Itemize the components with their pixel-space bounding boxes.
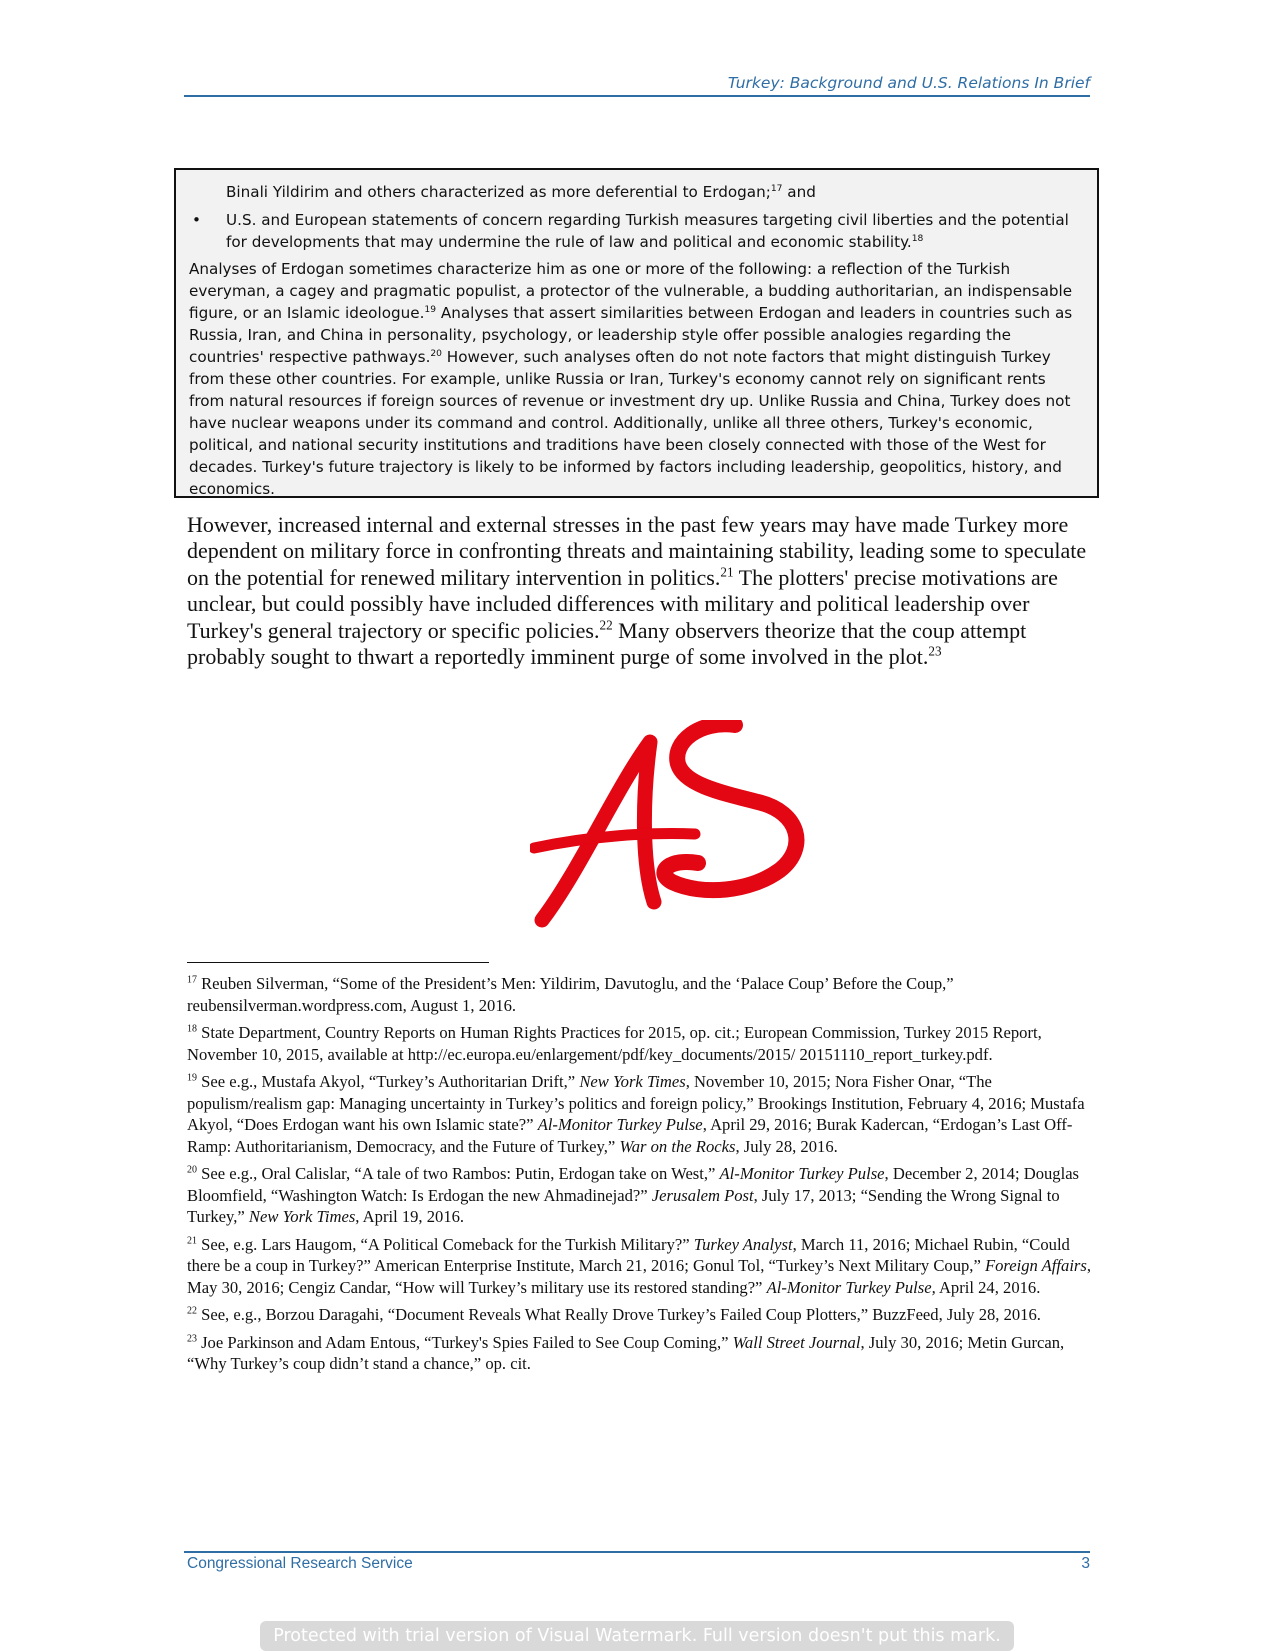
footnote-number: 22 <box>187 1305 197 1317</box>
footnote-text: , March 11, 2016; Michael Rubin, “Could there be a coup in Turkey?” American Enterprise Institute, March 21, 2016; Gonul Tol, “Turkey’s Next Military Coup,” <box>187 1234 1070 1275</box>
sidebar-box <box>174 168 1099 498</box>
body-paragraph <box>187 512 1093 670</box>
footnote-number: 17 <box>187 974 197 986</box>
publication-title: Al-Monitor Turkey Pulse <box>719 1164 885 1183</box>
footnote-20 <box>187 1163 1093 1228</box>
footnotes-section <box>187 973 1093 1381</box>
footnote-ref[interactable]: 18 <box>911 233 924 244</box>
page-number: 3 <box>1081 1555 1090 1572</box>
paragraph-text: However, increased internal and external stresses in the past few years may have made Turkey more dependent on military force in confronting threats and maintaining stability, leading some to speculate on the potential for renewed military intervention in politics. <box>187 512 1087 590</box>
paragraph-text: Many observers theorize that the coup attempt probably sought to thwart a reportedly imminent purge of some involved in the plot. <box>187 617 1027 670</box>
footnote-21 <box>187 1234 1093 1299</box>
running-header-title: Turkey: Background and U.S. Relations In Brief <box>727 74 1090 92</box>
continued-list-item <box>189 181 1083 203</box>
footnote-number: 19 <box>187 1072 197 1084</box>
footnote-text: , July 17, 2013; “Sending the Wrong Signal to Turkey,” <box>187 1185 1060 1226</box>
header-rule <box>184 95 1090 97</box>
footer-rule <box>184 1551 1090 1553</box>
footnote-ref[interactable]: 22 <box>599 617 613 633</box>
paragraph-text: However, such analyses often do not note factors that might distinguish Turkey from these other countries. For example, unlike Russia or Iran, Turkey's economy cannot rely on significant rents from natural resources if foreign sources of revenue or investment dry up. Unlike Russia and China, Turkey does not have nuclear weapons under its command and control. Additionally, unlike all three others, Turkey's economic, political, and national security institutions and traditions have been closely connected with those of the West for decades. Turkey's future trajectory is likely to be informed by factors including leadership, geopolitics, history, and economics. <box>189 348 1071 498</box>
publication-title: New York Times <box>248 1207 356 1226</box>
footer-organization: Congressional Research Service <box>187 1555 413 1572</box>
publication-title: Turkey Analyst <box>693 1234 793 1254</box>
footnote-17 <box>187 973 1093 1016</box>
footnote-text: Joe Parkinson and Adam Entous, “Turkey's Spies Failed to See Coup Coming,” <box>196 1332 733 1352</box>
bullet-icon: • <box>192 211 201 229</box>
footnote-text: , July 30, 2016; Metin Gurcan, “Why Turkey’s coup didn’t stand a chance,” op. cit. <box>187 1332 1065 1373</box>
footnote-23 <box>187 1332 1093 1375</box>
as-signature-logo <box>530 720 830 950</box>
footnote-text: , November 10, 2015; Nora Fisher Onar, “The populism/realism gap: Managing uncertainty in Turkey’s politics and foreign policy,” Brookings Institution, February 4, 2016; Mustafa Akyol, “Does Erdogan want his own Islamic state?” <box>187 1072 1085 1134</box>
trial-watermark-banner: Protected with trial version of Visual Watermark. Full version doesn't put this mark. <box>260 1621 1014 1651</box>
footnote-text: , May 30, 2016; Cengiz Candar, “How will Turkey’s military use its restored standing?” <box>187 1256 1091 1297</box>
footnote-text: See e.g., Mustafa Akyol, “Turkey’s Authoritarian Drift,” <box>196 1072 580 1091</box>
list-item-tail: and <box>782 183 816 201</box>
footnote-text: See, e.g. Lars Haugom, “A Political Comeback for the Turkish Military?” <box>196 1234 694 1254</box>
bullet-list-item <box>189 209 1083 253</box>
footnote-text: , April 19, 2016. <box>355 1207 465 1226</box>
footnote-separator <box>187 962 489 963</box>
publication-title: War on the Rocks <box>619 1136 736 1156</box>
footnote-ref[interactable]: 21 <box>720 564 734 580</box>
publication-title: New York Times <box>579 1072 686 1091</box>
footnote-ref[interactable]: 19 <box>424 304 437 315</box>
publication-title: Al-Monitor Turkey Pulse, <box>766 1277 936 1297</box>
footnote-text: See, e.g., Borzou Daragahi, “Document Reveals What Really Drove Turkey’s Failed Coup Plotters,” BuzzFeed, July 28, 2016. <box>196 1305 1041 1324</box>
paragraph-text: Analyses of Erdogan sometimes characterize him as one or more of the following: a reflection of the Turkish everyman, a cagey and pragmatic populist, a protector of the vulnerable, a budding authoritarian, an indispensable figure, or an Islamic ideologue. <box>189 260 1073 322</box>
footnote-text: State Department, Country Reports on Human Rights Practices for 2015, op. cit.; European Commission, Turkey 2015 Report, November 10, 2015, available at http://ec.europa.eu/enlargement/pdf/key_documents/2015/ 20151110_report_turkey.pdf. <box>187 1023 1042 1064</box>
footnote-19 <box>187 1071 1093 1157</box>
list-item-text: U.S. and European statements of concern regarding Turkish measures targeting civil liberties and the potential for developments that may undermine the rule of law and political and economic stability. <box>226 211 1069 251</box>
footnote-number: 23 <box>187 1332 197 1344</box>
footnote-text: , July 28, 2016. <box>735 1136 838 1156</box>
footnote-number: 18 <box>187 1023 197 1035</box>
publication-title: Jerusalem Post <box>651 1185 754 1205</box>
publication-title: Al-Monitor Turkey Pulse <box>537 1115 703 1134</box>
paragraph-text: The plotters' precise motivations are unclear, but could possibly have included differences with military and political leadership over Turkey's general trajectory or specific policies. <box>187 564 1058 643</box>
footnote-number: 21 <box>187 1234 197 1246</box>
list-item-text: Binali Yildirim and others characterized as more deferential to Erdogan; <box>226 183 771 201</box>
publication-title: Wall Street Journal <box>732 1332 861 1352</box>
footnote-ref[interactable]: 23 <box>928 643 942 659</box>
footnote-text: April 24, 2016. <box>935 1277 1041 1297</box>
footnote-22 <box>187 1304 1093 1326</box>
footnote-ref[interactable]: 20 <box>430 348 442 359</box>
footnote-text: , December 2, 2014; Douglas Bloomfield, “Washington Watch: Is Erdogan the new Ahmadinejad?” <box>187 1164 1080 1205</box>
publication-title: Foreign Affairs <box>984 1256 1087 1275</box>
footnote-18 <box>187 1022 1093 1065</box>
footnote-text: Reuben Silverman, “Some of the President’s Men: Yildirim, Davutoglu, and the ‘Palace Coup’ Before the Coup,” reubensilverman.wordpress.com, August 1, 2016. <box>187 974 954 1015</box>
footnote-text: , April 29, 2016; Burak Kadercan, “Erdogan’s Last Off-Ramp: Authoritarianism, Democracy, and the Future of Turkey,” <box>187 1115 1073 1156</box>
footnote-text: See e.g., Oral Calislar, “A tale of two Rambos: Putin, Erdogan take on West,” <box>196 1164 720 1183</box>
footnote-number: 20 <box>187 1164 197 1176</box>
analysis-paragraph <box>189 258 1083 500</box>
paragraph-text: Analyses that assert similarities between Erdogan and leaders in countries such as Russia, Iran, and China in personality, psychology, or leadership style offer possible analogies regarding the countries' respective pathways. <box>189 304 1073 366</box>
footnote-ref[interactable]: 17 <box>770 183 783 194</box>
